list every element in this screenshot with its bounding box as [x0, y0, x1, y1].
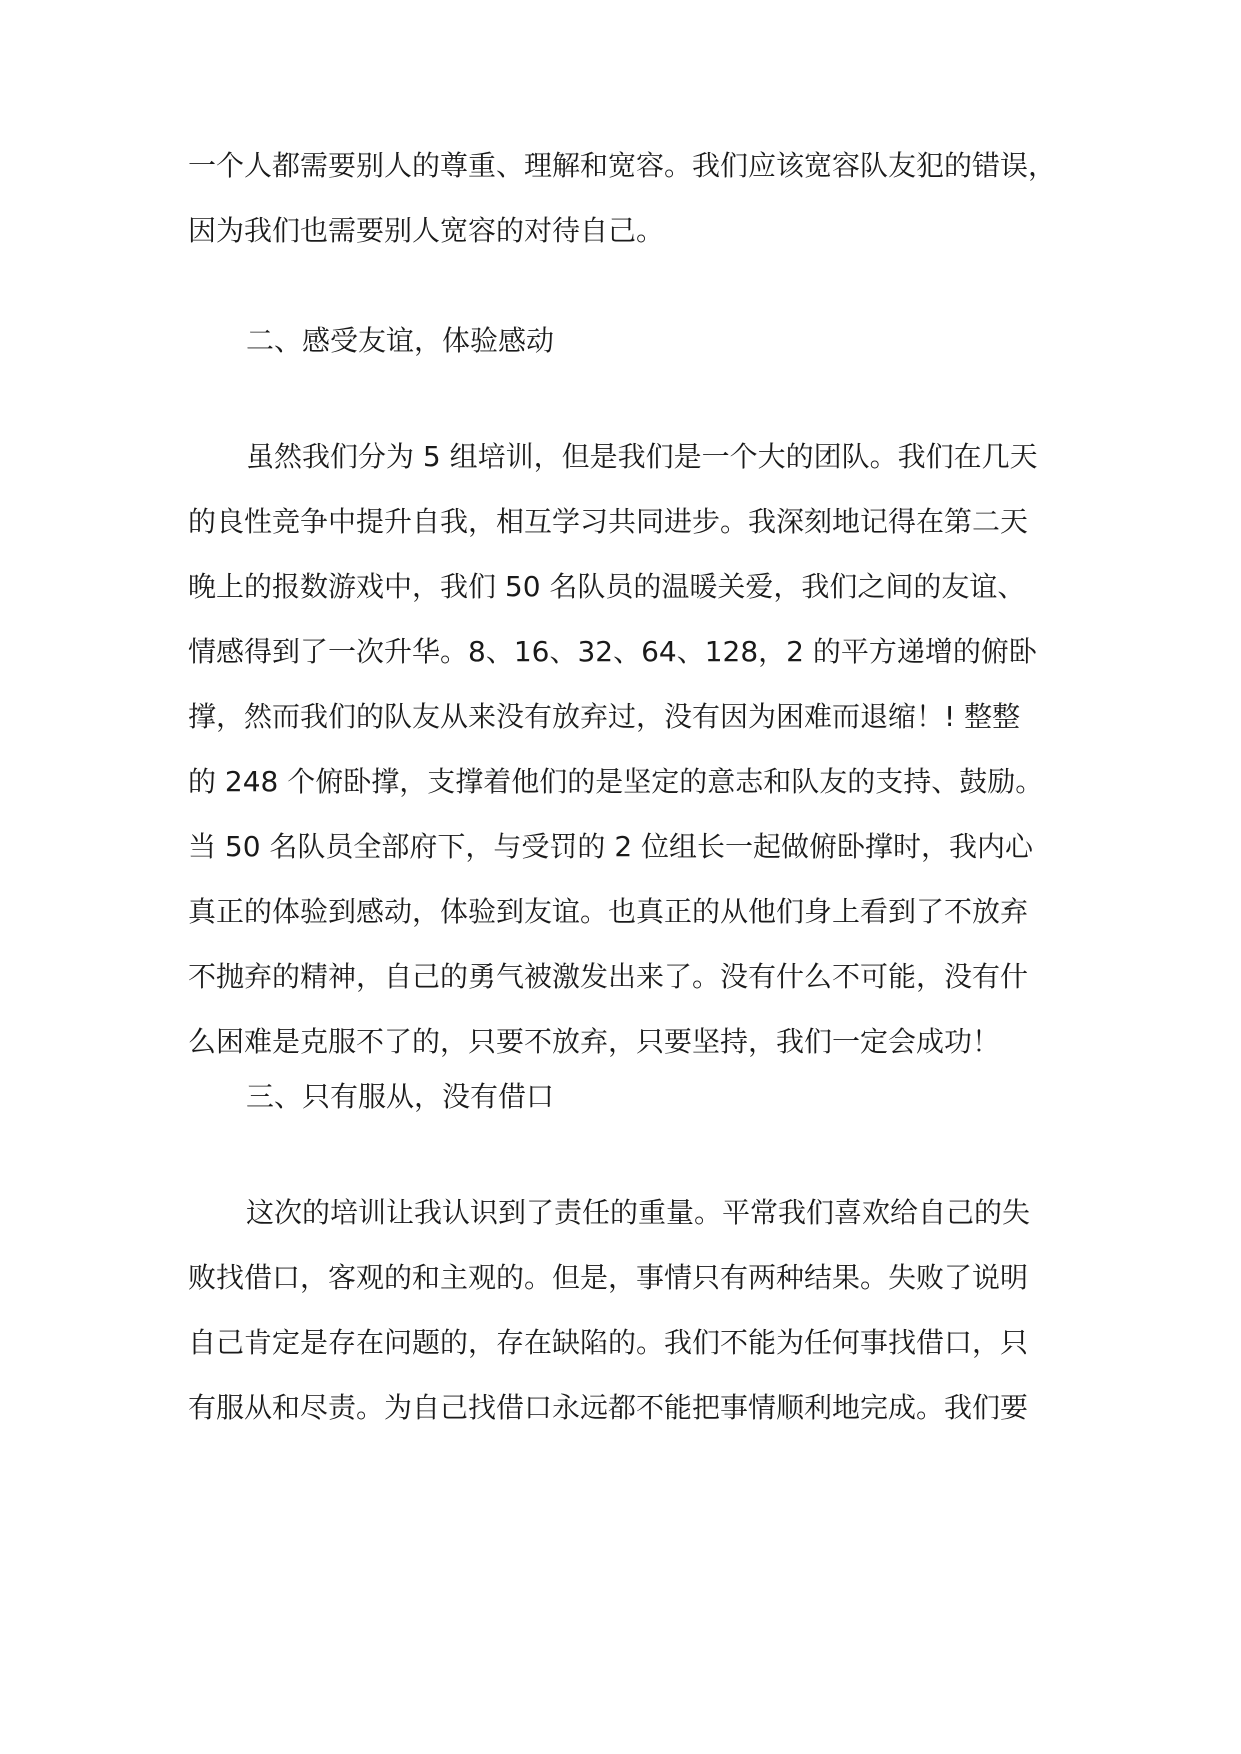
text-line: 真正的体验到感动，体验到友谊。也真正的从他们身上看到了不放弃	[188, 895, 1029, 928]
text-line: 情感得到了一次升华。8、16、32、64、128，2 的平方递增的俯卧	[188, 635, 1037, 668]
section-heading-3	[188, 1064, 1068, 1129]
text-line: 晚上的报数游戏中，我们 50 名队员的温暖关爱，我们之间的友谊、	[188, 570, 1026, 603]
heading-text: 三、只有服从，没有借口	[246, 1080, 555, 1113]
text-line: 撑，然而我们的队友从来没有放弃过，没有因为困难而退缩！! 整整	[188, 700, 1021, 733]
heading-text: 二、感受友谊，体验感动	[246, 324, 555, 357]
text-line: 有服从和尽责。为自己找借口永远都不能把事情顺利地完成。我们要	[188, 1391, 1029, 1424]
text-line: 不抛弃的精神，自己的勇气被激发出来了。没有什么不可能，没有什	[188, 960, 1029, 993]
paragraph-excuses	[188, 1180, 1068, 1440]
text-line: 当 50 名队员全部府下，与受罚的 2 位组长一起做俯卧撑时，我内心	[188, 830, 1034, 863]
paragraph-friendship	[188, 424, 1068, 1074]
text-line: 这次的培训让我认识到了责任的重量。平常我们喜欢给自己的失	[246, 1196, 1031, 1229]
text-line: 因为我们也需要别人宽容的对待自己。	[188, 214, 665, 247]
text-line: 一个人都需要别人的尊重、理解和宽容。我们应该宽容队友犯的错误，	[188, 149, 1057, 182]
section-heading-2	[188, 308, 1068, 373]
text-line: 的良性竞争中提升自我，相互学习共同进步。我深刻地记得在第二天	[188, 505, 1029, 538]
text-line: 虽然我们分为 5 组培训，但是我们是一个大的团队。我们在几天	[246, 440, 1038, 473]
text-line: 败找借口，客观的和主观的。但是，事情只有两种结果。失败了说明	[188, 1261, 1029, 1294]
text-line: 么困难是克服不了的，只要不放弃，只要坚持，我们一定会成功！	[188, 1025, 1001, 1058]
text-line: 自己肯定是存在问题的，存在缺陷的。我们不能为任何事找借口，只	[188, 1326, 1029, 1359]
paragraph-continued	[188, 133, 1068, 263]
text-line: 的 248 个俯卧撑，支撑着他们的是坚定的意志和队友的支持、鼓励。	[188, 765, 1044, 798]
